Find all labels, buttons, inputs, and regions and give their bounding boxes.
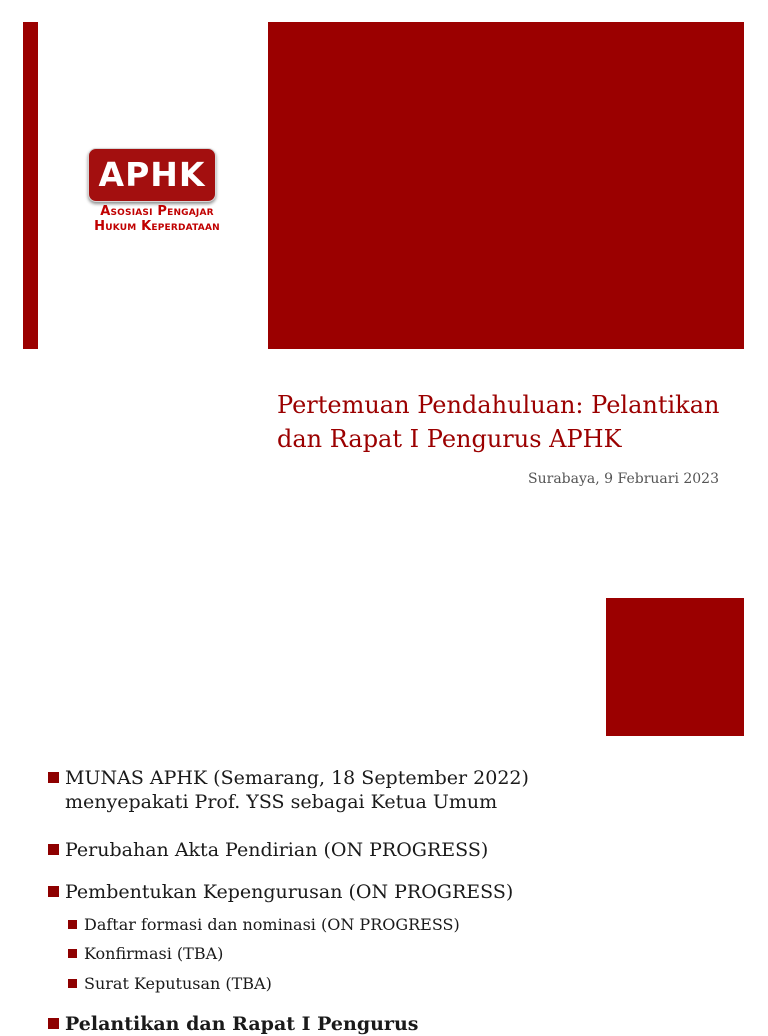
bullet-item [48,766,608,814]
bullet-item [48,880,608,904]
bullet-text: Pembentukan Kepengurusan (ON PROGRESS) [65,881,514,903]
bullet-item [48,838,608,862]
sub-bullet-item [68,915,608,935]
bullet-square-icon [48,886,59,897]
bullet-square-icon [48,844,59,855]
bullet-text: Perubahan Akta Pendirian (ON PROGRESS) [65,839,489,861]
logo-text-line-2: Hukum Keperdataan [94,219,220,234]
logo-badge: APHK [88,148,216,202]
sub-bullet-text: Daftar formasi dan nominasi (ON PROGRESS) [84,915,460,934]
bullet-square-icon [48,772,59,783]
sub-bullet-text: Surat Keputusan (TBA) [84,974,272,993]
slide-title: Pertemuan Pendahuluan: Pelantikan dan Rapat I Pengurus APHK [277,391,720,453]
sub-bullet-item [68,944,608,964]
accent-bar [23,22,38,349]
sub-bullet-text: Konfirmasi (TBA) [84,944,224,963]
bullet-square-icon [68,920,77,929]
header-block [268,22,744,349]
logo-text-line-1: Asosiasi Pengajar [100,204,214,219]
bullet-text: Pelantikan dan Rapat I Pengurus [65,1013,419,1035]
sub-bullet-item [68,974,608,994]
bullet-item [48,1012,608,1036]
slide-subtitle: Surabaya, 9 Februari 2023 [528,471,719,487]
bullet-text: MUNAS APHK (Semarang, 18 September 2022) menyepakati Prof. YSS sebagai Ketua Umum [65,767,529,813]
corner-block [606,598,744,736]
content-slide [0,560,768,1035]
bullet-square-icon [68,949,77,958]
bullet-square-icon [68,979,77,988]
